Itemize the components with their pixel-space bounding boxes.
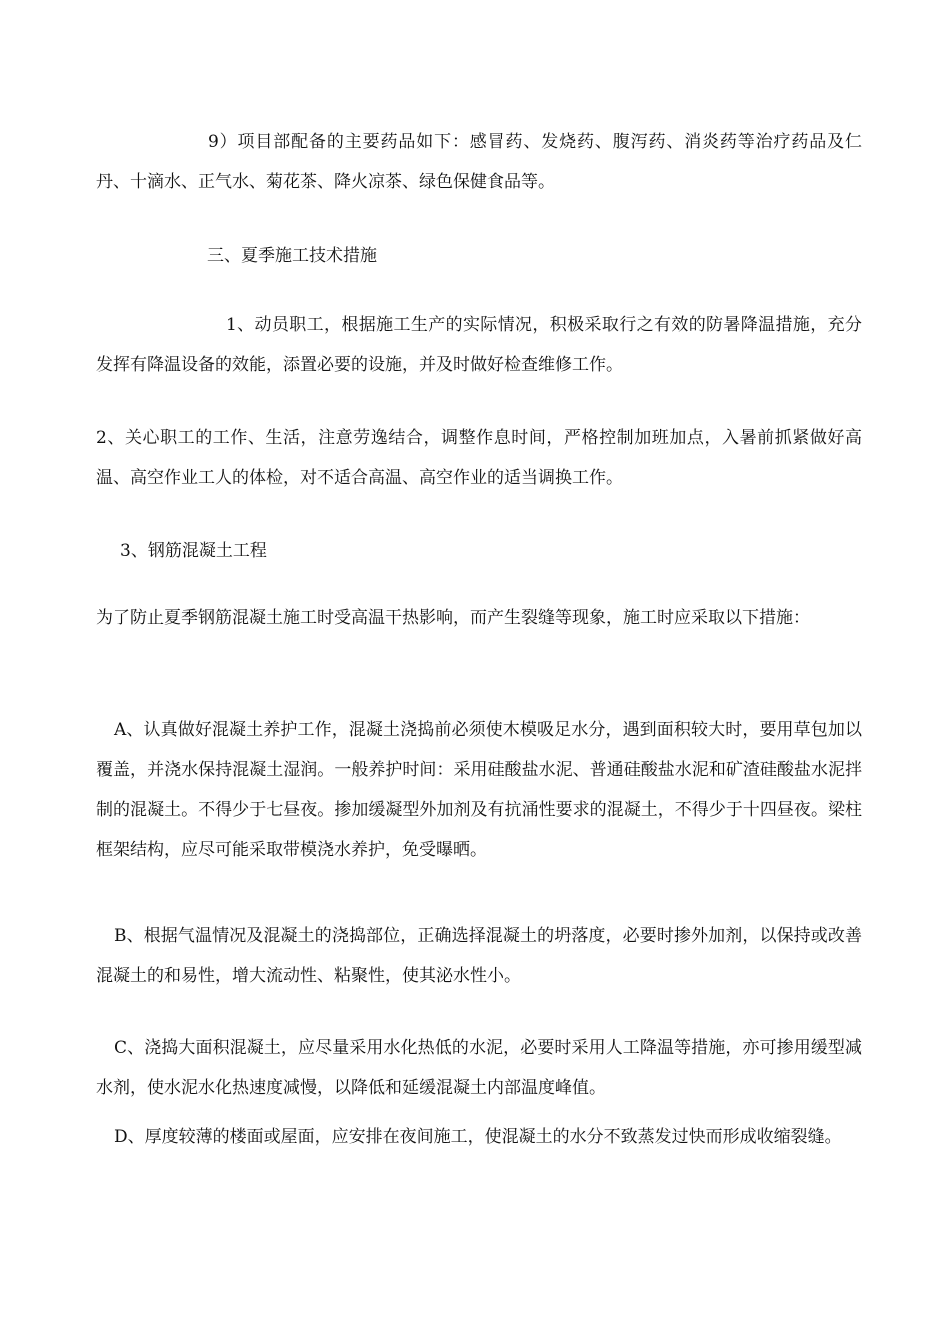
concrete-measure-c-paragraph: C、浇捣大面积混凝土，应尽量采用水化热低的水泥，必要时采用人工降温等措施，亦可掺用缓型减水剂，使水泥水化热速度减慢，以降低和延缓混凝土内部温度峰值。 [96,1038,862,1098]
concrete-measure-a-paragraph: A、认真做好混凝土养护工作，混凝土浇捣前必须使木模吸足水分，遇到面积较大时，要用草包加以覆盖，并浇水保持混凝土湿润。一般养护时间：采用硅酸盐水泥、普通硅酸盐水泥和矿渣硅酸盐水泥拌制的混凝土。不得少于七昼夜。掺加缓凝型外加剂及有抗涌性要求的混凝土，不得少于十四昼夜。梁柱框架结构，应尽可能采取带模浇水养护，免受曝晒。 [96,720,862,860]
medicine-list-paragraph: 9）项目部配备的主要药品如下：感冒药、发烧药、腹泻药、消炎药等治疗药品及仁丹、十滴水、正气水、菊花茶、降火凉茶、绿色保健食品等。 [96,132,862,192]
section-heading-summer-construction: 三、夏季施工技术措施 [207,246,377,266]
measure-2-paragraph: 2、关心职工的工作、生活，注意劳逸结合，调整作息时间，严格控制加班加点，入暑前抓紧做好高温、高空作业工人的体检，对不适合高温、高空作业的适当调换工作。 [96,428,862,488]
concrete-intro-paragraph: 为了防止夏季钢筋混凝土施工时受高温干热影响，而产生裂缝等现象，施工时应采取以下措施： [96,608,810,628]
concrete-measure-b-paragraph: B、根据气温情况及混凝土的浇捣部位，正确选择混凝土的坍落度，必要时掺外加剂，以保持或改善混凝土的和易性，增大流动性、粘聚性，使其泌水性小。 [96,926,862,986]
measure-1-paragraph: 1、动员职工，根据施工生产的实际情况，积极采取行之有效的防暑降温措施，充分发挥有降温设备的效能，添置必要的设施，并及时做好检查维修工作。 [96,315,862,375]
subheading-reinforced-concrete: 3、钢筋混凝土工程 [120,541,267,561]
concrete-measure-d-paragraph: D、厚度较薄的楼面或屋面，应安排在夜间施工，使混凝土的水分不致蒸发过快而形成收缩裂缝。 [114,1127,842,1147]
